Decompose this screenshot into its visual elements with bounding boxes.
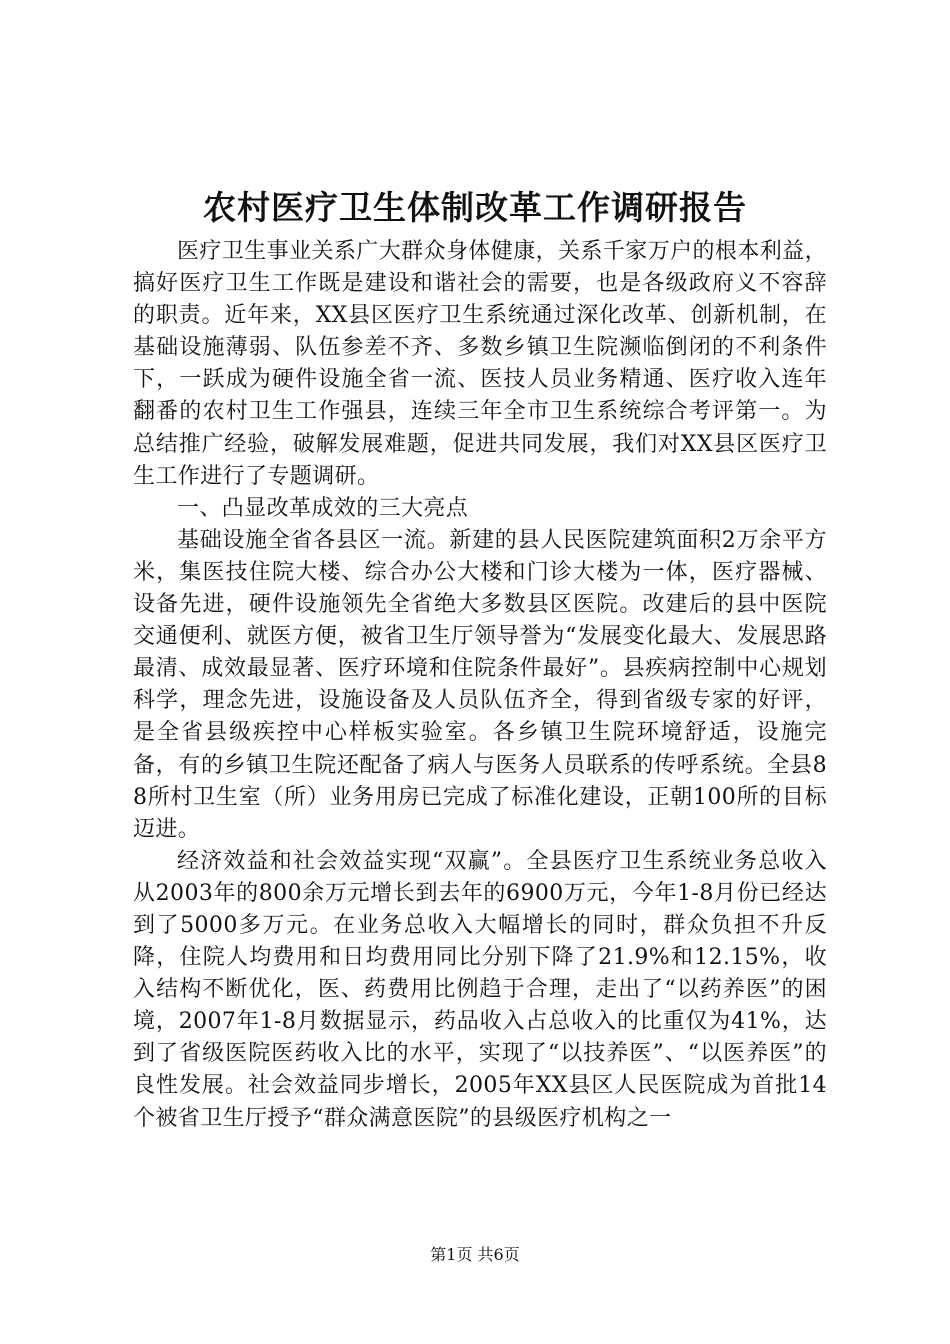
paragraph-benefits: 经济效益和社会效益实现“双赢”。全县医疗卫生系统业务总收入从2003年的800余万元增长到去年的6900万元，今年1-8月份已经达到了5000多万元。在业务总收入大幅增长的同时，群众负担不升反降，住院人均费用和日均费用同比分别下降了21.9%和12.15%，收入结构不断优化，医、药费用比例趋于合理，走出了“以药养医”的困境，2007年1-8月数据显示，药品收入占总收入的比重仅为41%，达到了省级医院医药收入比的水平，实现了“以技养医”、“以医养医”的良性发展。社会效益同步增长，2005年XX县区人民医院成为首批14个被省卫生厅授予“群众满意医院”的县级医疗机构之一 [133,848,827,1131]
paragraph-infrastructure: 基础设施全省各县区一流。新建的县人民医院建筑面积2万余平方米，集医技住院大楼、综合办公大楼和门诊大楼为一体，医疗器械、设备先进，硬件设施领先全省绝大多数县区医院。改建后的县中医院交通便利、就医方便，被省卫生厅领导誉为“发展变化最大、发展思路最清、成效最显著、医疗环境和住院条件最好”。县疾病控制中心规划科学，理念先进，设施设备及人员队伍齐全，得到省级专家的好评，是全省县级疾控中心样板实验室。各乡镇卫生院环境舒适，设施完备，有的乡镇卫生院还配备了病人与医务人员联系的传呼系统。全县88所村卫生室（所）业务用房已完成了标准化建设，正朝100所的目标迈进。 [133,527,827,842]
paragraph-intro: 医疗卫生事业关系广大群众身体健康，关系千家万户的根本利益，搞好医疗卫生工作既是建设和谐社会的需要，也是各级政府义不容辞的职责。近年来，XX县区医疗卫生系统通过深化改革、创新机制，在基础设施薄弱、队伍参差不齐、多数乡镇卫生院濒临倒闭的不利条件下，一跃成为硬件设施全省一流、医技人员业务精通、医疗收入连年翻番的农村卫生工作强县，连续三年全市卫生系统综合考评第一。为总结推广经验，破解发展难题，促进共同发展，我们对XX县区医疗卫生工作进行了专题调研。 [133,239,827,489]
document-body [133,236,827,1135]
section-heading: 一、凸显改革成效的三大亮点 [177,495,469,521]
page-footer: 第1页 共6页 [430,1245,520,1264]
document-title: 农村医疗卫生体制改革工作调研报告 [203,188,747,227]
